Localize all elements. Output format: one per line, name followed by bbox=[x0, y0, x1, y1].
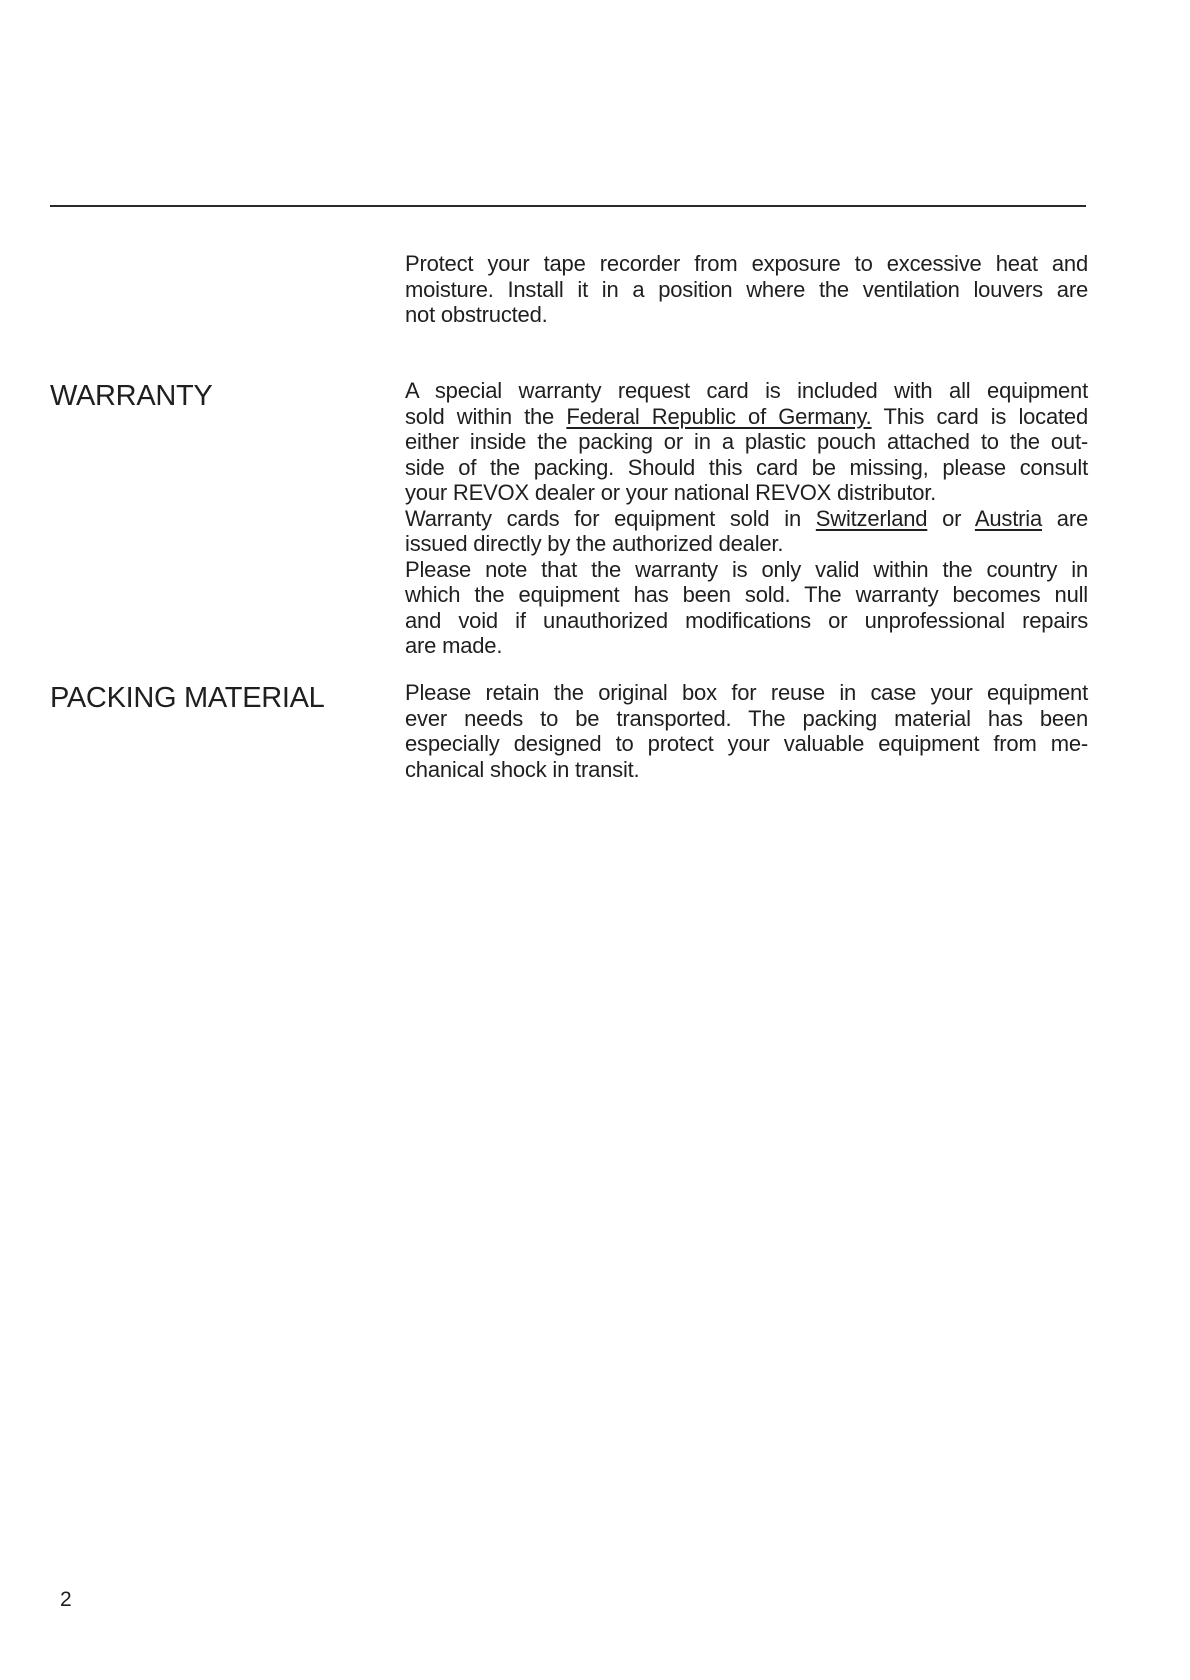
warranty-line: which the equipment has been sold. The warranty becomes null bbox=[405, 582, 1088, 607]
intro-paragraph bbox=[405, 251, 1088, 328]
page-number: 2 bbox=[60, 1588, 72, 1611]
warranty-line: either inside the packing or in a plastic pouch attached to the out- bbox=[405, 429, 1088, 454]
intro-line: not obstructed. bbox=[405, 302, 548, 327]
packing-material-heading: PACKING MATERIAL bbox=[50, 682, 325, 714]
warranty-paragraph bbox=[405, 378, 1088, 659]
intro-line: Protect your tape recorder from exposure to excessive heat and bbox=[405, 251, 1088, 276]
packing-line: ever needs to be transported. The packing material has been bbox=[405, 705, 1088, 731]
warranty-line: sold within the Federal Republic of Germany. This card is located bbox=[405, 403, 1089, 429]
warranty-line: and void if unauthorized modifications or unprofessional repairs bbox=[405, 607, 1088, 633]
intro-line: moisture. Install it in a position where the ventilation louvers are bbox=[405, 276, 1088, 302]
warranty-line: Warranty cards for equipment sold in Switzerland or Austria are bbox=[405, 505, 1088, 531]
warranty-line: your REVOX dealer or your national REVOX distributor. bbox=[405, 480, 937, 505]
warranty-heading: WARRANTY bbox=[50, 380, 213, 412]
warranty-line: A special warranty request card is included with all equipment bbox=[405, 378, 1088, 403]
packing-line: chanical shock in transit. bbox=[405, 756, 640, 782]
packing-paragraph bbox=[405, 680, 1088, 782]
warranty-line: Please note that the warranty is only valid within the country in bbox=[405, 556, 1088, 582]
warranty-line: side of the packing. Should this card be missing, please consult bbox=[405, 454, 1088, 480]
link-federal-republic-of-germany: Federal Republic of Germany. bbox=[566, 403, 872, 429]
header-rule bbox=[50, 205, 1086, 207]
link-switzerland: Switzerland bbox=[815, 505, 928, 531]
packing-line: especially designed to protect your valuable equipment from me- bbox=[405, 731, 1088, 756]
warranty-line: issued directly by the authorized dealer. bbox=[405, 531, 784, 556]
warranty-line: are made. bbox=[405, 633, 503, 658]
packing-line: Please retain the original box for reuse in case your equipment bbox=[405, 680, 1088, 705]
link-austria: Austria bbox=[974, 505, 1042, 531]
